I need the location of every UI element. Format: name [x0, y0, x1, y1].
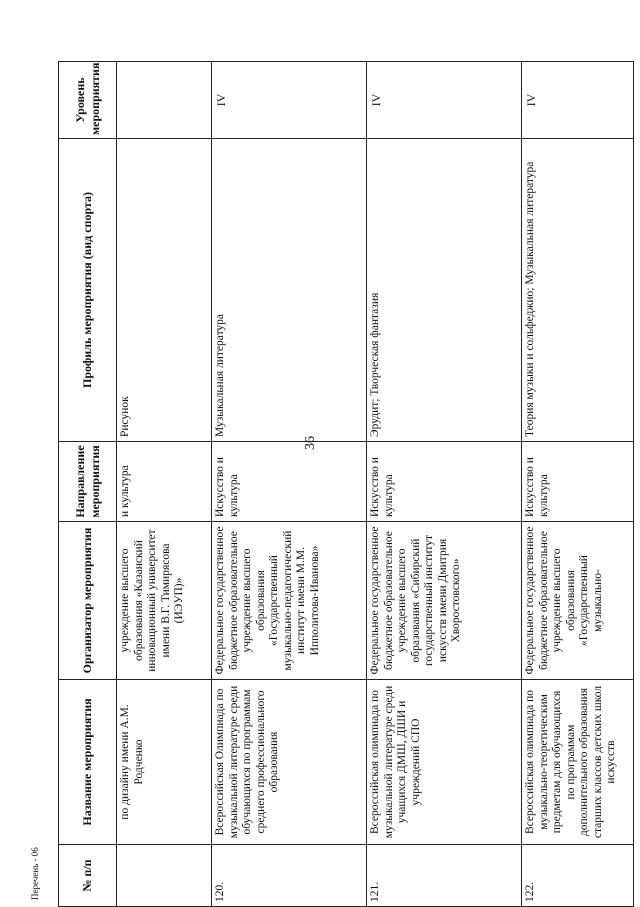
- row-direction: Искусство и культура: [522, 442, 634, 522]
- row-direction: Искусство и культура: [367, 442, 522, 522]
- page-number: 36: [303, 436, 318, 450]
- table-row: [212, 62, 367, 907]
- row-level: IV: [367, 62, 522, 139]
- row-num: 121.: [367, 845, 522, 907]
- row-organizer: Федеральное государственное бюджетное образовательное учреждение высшего образования «Государственный музыкально-педагогический институт имени М.М. Ипполитова-Иванова»: [212, 522, 367, 680]
- row-level: [117, 62, 212, 139]
- table-row: [367, 62, 522, 907]
- row-name: по дизайну имени А.М. Родченко: [117, 680, 212, 845]
- row-organizer: Федеральное государственное бюджетное образовательное учреждение высшего образования «Сибирский государственный институт искусств имени Дмитрия Хворостовского»: [367, 522, 522, 680]
- row-level: IV: [212, 62, 367, 139]
- header-level: Уровень мероприятия: [59, 62, 117, 139]
- row-name: Всероссийская Олимпиада по музыкальной литературе среди обучающихся по программам среднего профессионального образования: [212, 680, 367, 845]
- table-row: [522, 62, 634, 907]
- row-num: [117, 845, 212, 907]
- row-organizer: учреждение высшего образования «Казанский инновационный университет имени В.Г. Тимирясова (ИЭУП)»: [117, 522, 212, 680]
- rotated-table-container: [58, 62, 633, 907]
- row-organizer: Федеральное государственное бюджетное образовательное учреждение высшего образования «Государственный музыкально-: [522, 522, 634, 680]
- row-level: IV: [522, 62, 634, 139]
- footer-text: Перечень - 06: [30, 847, 40, 900]
- row-profile: Рисунок: [117, 139, 212, 442]
- row-direction: и культура: [117, 442, 212, 522]
- table-header-row: [59, 62, 117, 907]
- row-direction: Искусство и культура: [212, 442, 367, 522]
- header-direction: Направление мероприятия: [59, 442, 117, 522]
- row-name: Всероссийская олимпиада по музыкально-теоретическим предметам для обучающихся по программам дополнительного образования старших классов детских школ искусств: [522, 680, 634, 845]
- header-organizer: Организатор мероприятия: [59, 522, 117, 680]
- row-profile: Музыкальная литература: [212, 139, 367, 442]
- header-name: Название мероприятия: [59, 680, 117, 845]
- header-profile: Профиль мероприятия (вид спорта): [59, 139, 117, 442]
- table-row: [117, 62, 212, 907]
- row-profile: Эрудит; Творческая фантазия: [367, 139, 522, 442]
- row-num: 122.: [522, 845, 634, 907]
- row-profile: Теория музыки и сольфеджио; Музыкальная литература: [522, 139, 634, 442]
- events-table: [58, 61, 634, 907]
- header-num: № п/п: [59, 845, 117, 907]
- row-name: Всероссийская олимпиада по музыкальной литературе среди учащихся ДМШ, ДШИ и учреждений СПО: [367, 680, 522, 845]
- row-num: 120.: [212, 845, 367, 907]
